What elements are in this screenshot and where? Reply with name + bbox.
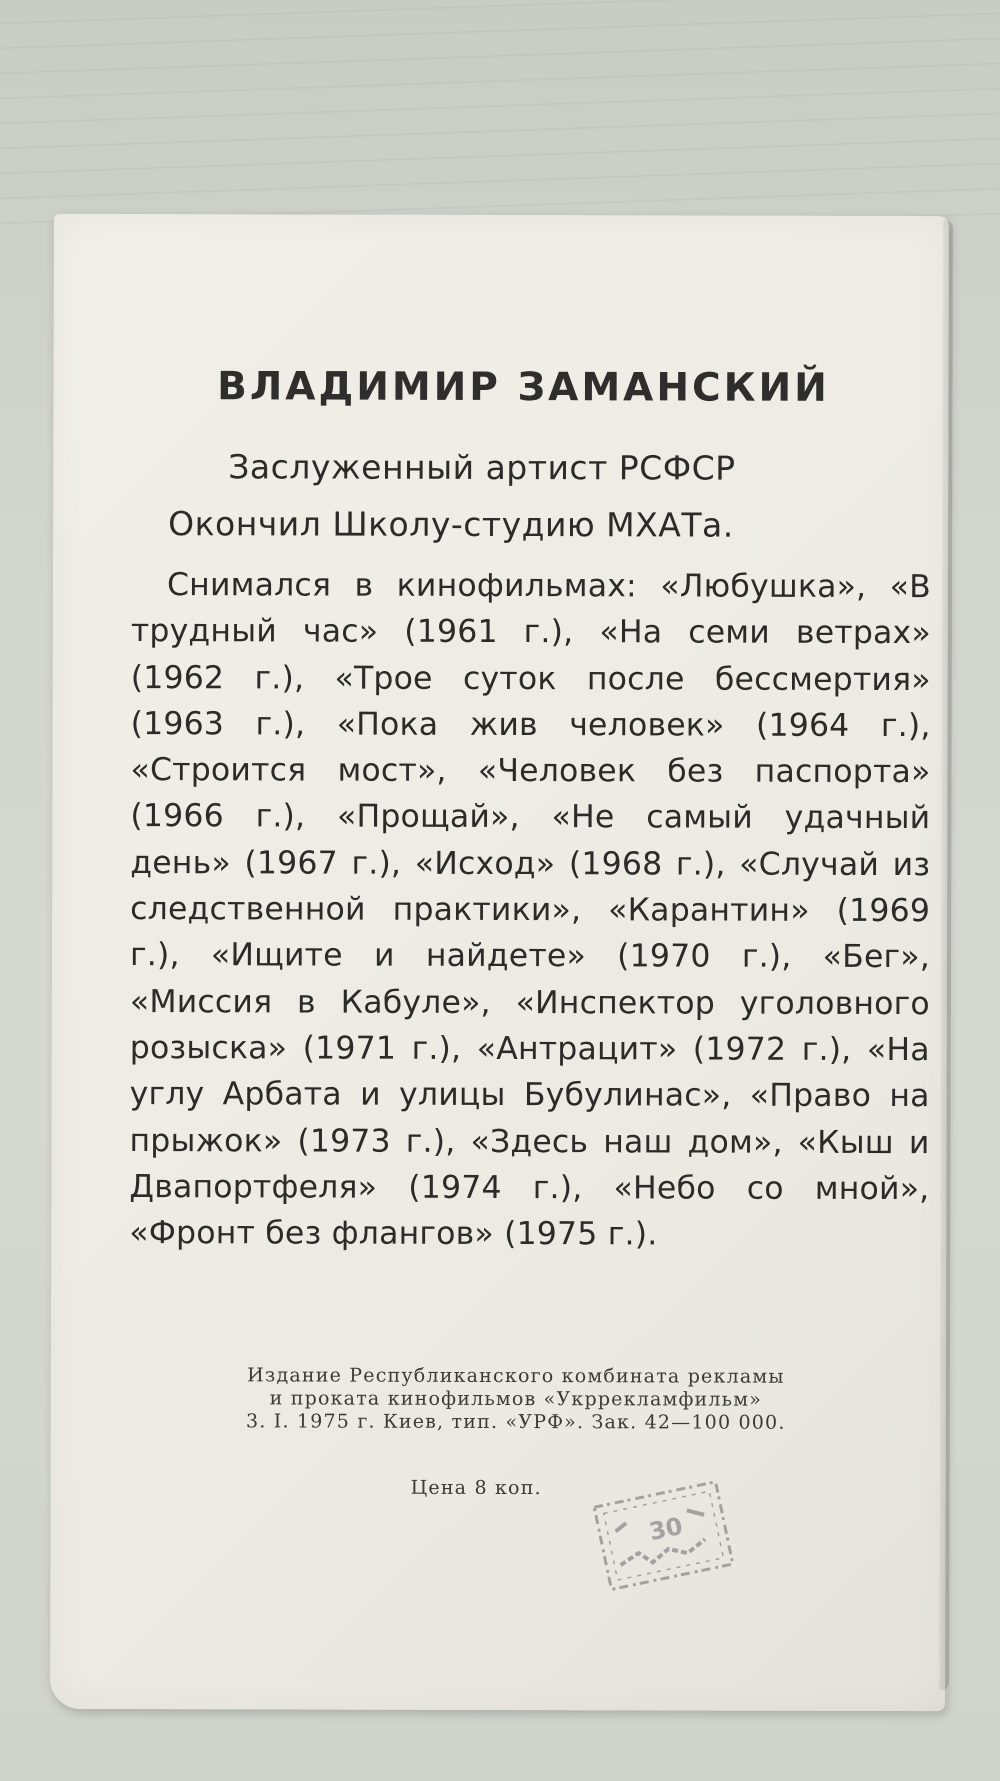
postcard-back bbox=[50, 214, 949, 1711]
imprint-line: и проката кинофильмов «Укррекламфильм» bbox=[269, 1387, 763, 1411]
education-line: Окончил Школу-студию МХАТа. bbox=[168, 504, 734, 545]
imprint-line: Издание Республиканского комбината рекламы bbox=[247, 1364, 785, 1388]
stamp-number: 30 bbox=[646, 1511, 686, 1547]
imprint-line: 3. I. 1975 г. Киев, тип. «УРФ». Зак. 42—100 000. bbox=[245, 1410, 786, 1434]
actor-name-heading: ВЛАДИМИР ЗАМАНСКИЙ bbox=[217, 364, 830, 411]
price-label: Цена 8 коп. bbox=[410, 1476, 542, 1500]
background-surface bbox=[0, 0, 1000, 230]
publisher-imprint bbox=[131, 1364, 901, 1435]
honorary-title: Заслуженный артист РСФСР bbox=[228, 447, 736, 488]
ink-stamp bbox=[587, 1472, 743, 1598]
filmography-paragraph: Снимался в кинофильмах: «Любушка», «В трудный час» (1961 г.), «На семи ветрах» (1962 г.), «Трое суток после бессмертия» (1963 г.), «Пока жив человек» (1964 г.), «Строится мост», «Человек без паспорта» (1966 г.), «Прощай», «Не самый удачный день» (1967 г.), «Исход» (1968 г.), «Случай из следственной практики», «Карантин» (1969 г.), «Ищите и найдете» (1970 г.), «Бег», «Миссия в Кабуле», «Инспектор уголовного розыска» (1971 г.), «Антрацит» (1972 г.), «На углу Арбата и улицы Бубулинас», «Право на прыжок» (1973 г.), «Здесь наш дом», «Кыш и Двапортфеля» (1974 г.), «Небо со мной», «Фронт без флангов» (1975 г.). bbox=[129, 567, 932, 1253]
